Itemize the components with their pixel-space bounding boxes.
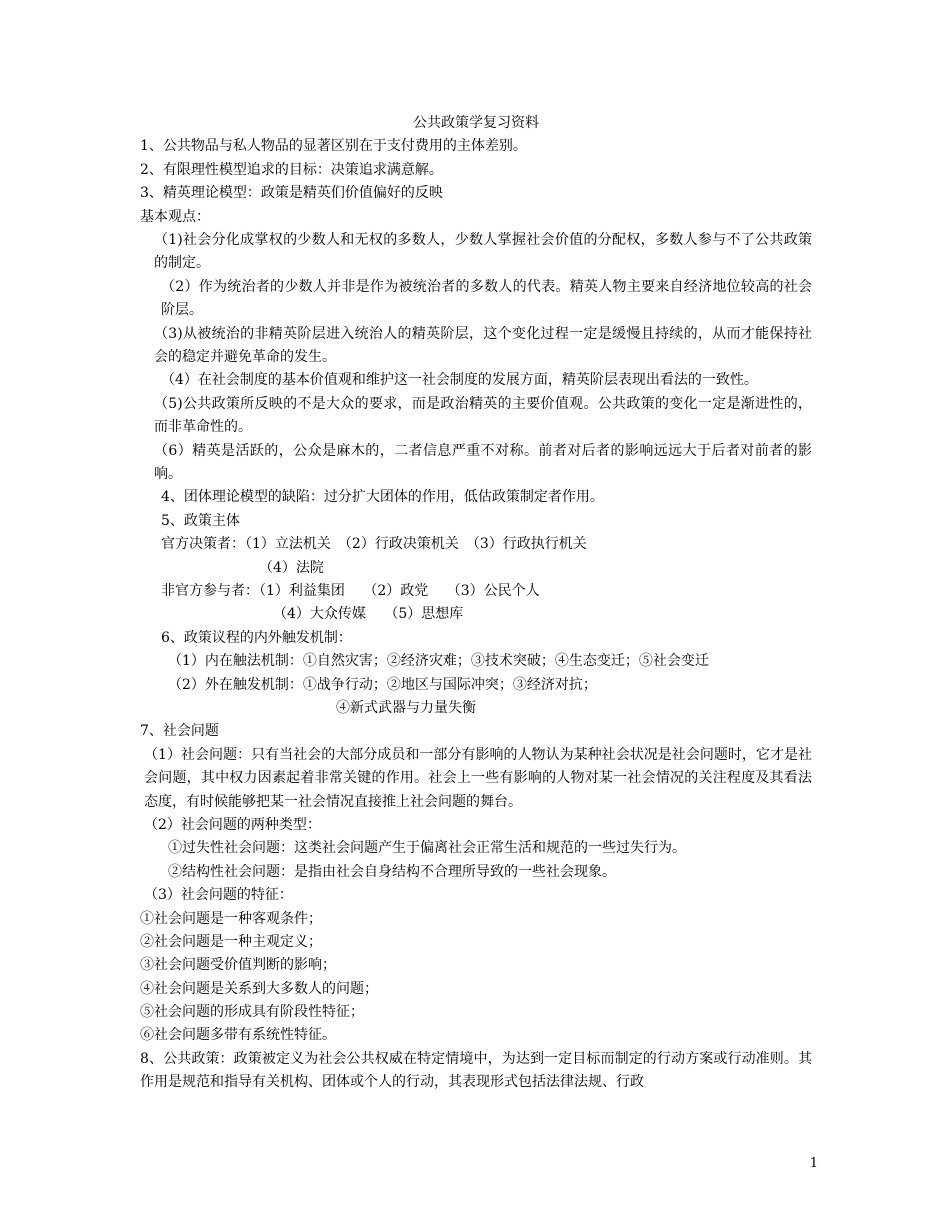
item-2-bounded-rationality: 2、有限理性模型追求的目标：决策追求满意解。 xyxy=(140,161,443,178)
external-triggers-cont: ④新式武器与力量失衡 xyxy=(336,699,476,716)
item-3-elite-theory: 3、精英理论模型：政策是精英们价值偏好的反映 xyxy=(140,185,443,202)
elite-point-6: （6）精英是活跃的，公众是麻木的，二者信息严重不对称。前者对后者的影响远远大于后者对前者的影响。 xyxy=(154,442,812,483)
social-problem-types-heading: （2）社会问题的两种类型： xyxy=(144,816,321,833)
unofficial-participants: 非官方参与者：（1）利益集团 （2）政党 （3）公民个人 xyxy=(161,582,540,599)
feature-3: ③社会问题受价值判断的影响； xyxy=(140,957,336,974)
item-4-group-theory: 4、团体理论模型的缺陷：过分扩大团体的作用，低估政策制定者作用。 xyxy=(161,489,604,506)
social-problem-definition: （1）社会问题：只有当社会的大部分成员和一部分有影响的人物认为某种社会状况是社会问题时，它才是社会问题，其中权力因素起着非常关键的作用。社会上一些有影响的人物对某一社会情况的关注程度及其看法态度，有时候能够把某一社会情况直接推上社会问题的舞台。 xyxy=(144,746,812,810)
feature-5: ⑤社会问题的形成具有阶段性特征； xyxy=(140,1004,364,1021)
item-7-social-problems: 7、社会问题 xyxy=(140,723,219,740)
feature-4: ④社会问题是关系到大多数人的问题； xyxy=(140,980,378,997)
document-body xyxy=(140,112,812,1095)
feature-6: ⑥社会问题多带有系统性特征。 xyxy=(140,1027,336,1044)
social-problem-type-2: ②结构性社会问题：是指由社会自身结构不合理所导致的一些社会现象。 xyxy=(168,863,616,880)
social-problem-type-1: ①过失性社会问题：这类社会问题产生于偏离社会正常生活和规范的一些过失行为。 xyxy=(168,840,686,857)
elite-point-1: （1)社会分化成掌权的少数人和无权的多数人，少数人掌握社会价值的分配权，多数人参与不了公共政策的制定。 xyxy=(154,231,812,272)
external-triggers: （2）外在触发机制：①战争行动；②地区与国际冲突；③经济对抗； xyxy=(168,676,597,693)
item-6-agenda-triggers: 6、政策议程的内外触发机制： xyxy=(161,629,352,646)
elite-point-4: （4）在社会制度的基本价值观和维护这一社会制度的发展方面，精英阶层表现出看法的一致性。 xyxy=(161,372,758,389)
item-8-public-policy: 8、公共政策：政策被定义为社会公共权威在特定情境中，为达到一定目标而制定的行动方案或行动准则。其作用是规范和指导有关机构、团体或个人的行动，其表现形式包括法律法规、行政 xyxy=(140,1050,812,1091)
elite-point-3: （3)从被统治的非精英阶层进入统治人的精英阶层，这个变化过程一定是缓慢且持续的，从而才能保持社会的稳定并避免革命的发生。 xyxy=(154,325,812,365)
social-problem-features-heading: （3）社会问题的特征： xyxy=(144,887,293,904)
feature-2: ②社会问题是一种主观定义； xyxy=(140,933,322,950)
internal-triggers: （1）内在触法机制：①自然灾害；②经济灾难；③技术突破；④生态变迁；⑤社会变迁 xyxy=(168,653,709,670)
item-1-public-goods: 1、公共物品与私人物品的显著区别在于支付费用的主体差别。 xyxy=(140,138,527,155)
elite-point-5: （5)公共政策所反映的不是大众的要求，而是政治精英的主要价值观。公共政策的变化一定是渐进性的，而非革命性的。 xyxy=(154,395,812,436)
official-decision-makers: 官方决策者：（1）立法机关 （2）行政决策机关 （3）行政执行机关 xyxy=(161,536,587,553)
elite-point-2: （2）作为统治者的少数人并非是作为被统治者的多数人的代表。精英人物主要来自经济地位较高的社会阶层。 xyxy=(161,278,812,319)
page-number: 1 xyxy=(809,1156,818,1171)
feature-1: ①社会问题是一种客观条件； xyxy=(140,910,322,927)
official-decision-makers-court: （4）法院 xyxy=(259,559,324,576)
document-title: 公共政策学复习资料 xyxy=(413,115,539,131)
unofficial-participants-cont: （4）大众传媒 （5）思想库 xyxy=(273,606,464,623)
item-5-policy-subjects: 5、政策主体 xyxy=(161,512,240,529)
basic-viewpoints-heading: 基本观点： xyxy=(140,208,210,225)
